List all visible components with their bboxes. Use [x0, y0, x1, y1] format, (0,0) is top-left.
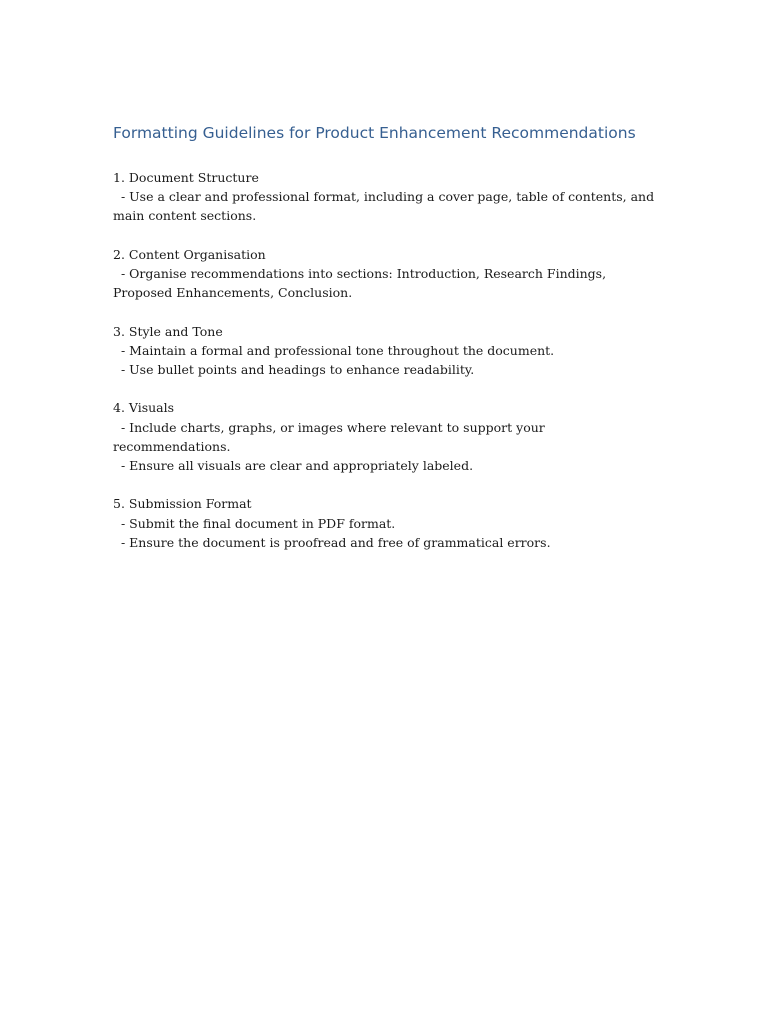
document-body: [113, 168, 658, 571]
section-submission-format: [113, 494, 658, 552]
section-heading: 3. Style and Tone: [113, 323, 223, 339]
document-title: Formatting Guidelines for Product Enhancement Recommendations: [113, 124, 636, 142]
guideline-item: - Organise recommendations into sections: Introduction, Research Findings, Proposed Enhancements, Conclusion.: [113, 266, 607, 301]
guideline-item: - Ensure the document is proofread and free of grammatical errors.: [113, 534, 551, 550]
guideline-item: - Use bullet points and headings to enhance readability.: [113, 362, 475, 377]
section-heading: 5. Submission Format: [113, 496, 252, 512]
guideline-item: - Include charts, graphs, or images where relevant to support your recommendations.: [113, 419, 545, 454]
section-document-structure: [113, 168, 658, 226]
section-style-and-tone: [113, 322, 658, 380]
guideline-item: - Maintain a formal and professional tone throughout the document.: [113, 342, 555, 358]
guideline-item: - Use a clear and professional format, including a cover page, table of contents, and main content sections.: [113, 189, 655, 224]
section-heading: 2. Content Organisation: [113, 246, 266, 262]
guideline-item: - Submit the final document in PDF format.: [113, 515, 396, 531]
section-visuals: [113, 398, 658, 475]
section-heading: 1. Document Structure: [113, 170, 259, 185]
guideline-item: - Ensure all visuals are clear and appropriately labeled.: [113, 458, 474, 473]
section-content-organisation: [113, 245, 658, 303]
section-heading: 4. Visuals: [113, 400, 175, 416]
